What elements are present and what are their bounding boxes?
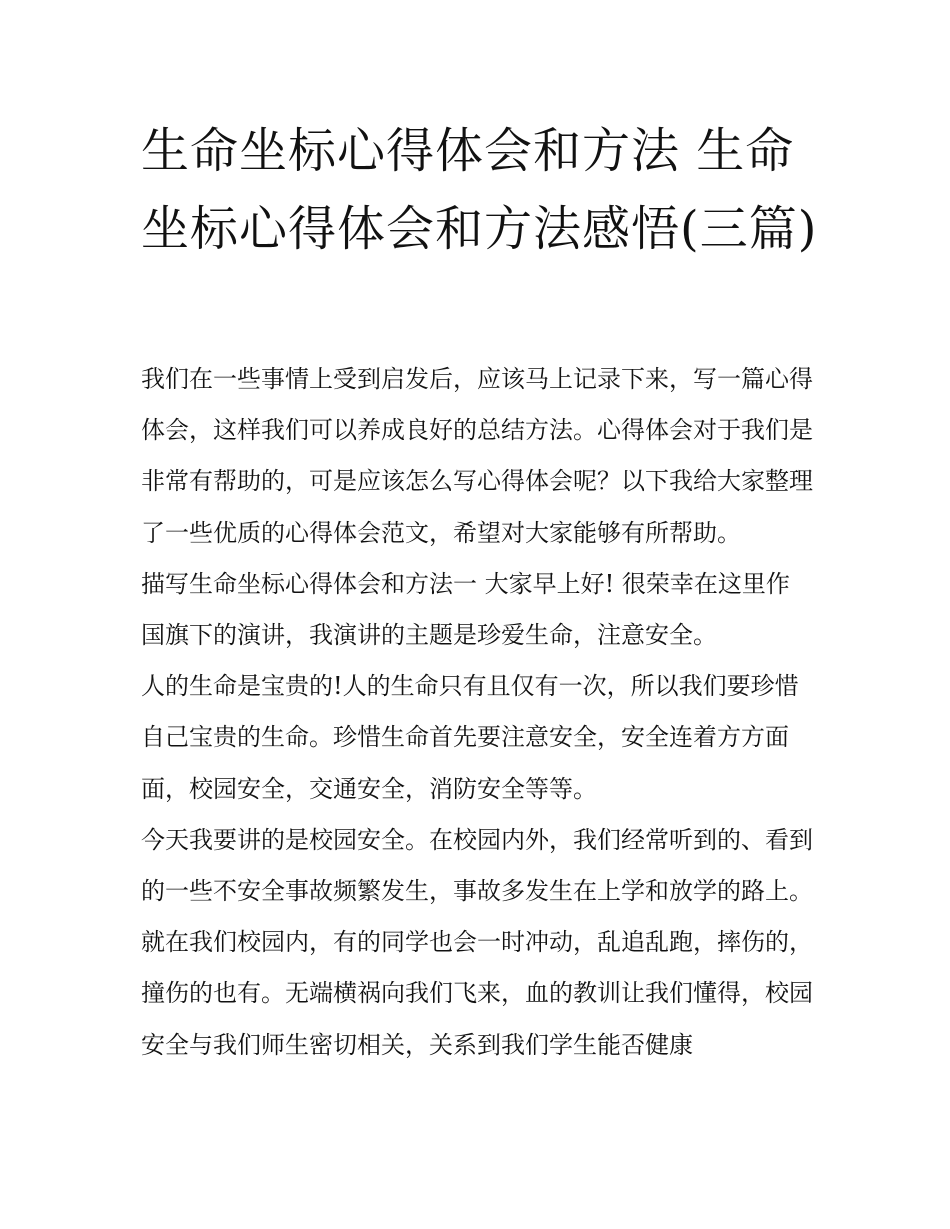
- document-body: [141, 354, 813, 1071]
- paragraph-life-precious: 人的生命是宝贵的!人的生命只有且仅有一次，所以我们要珍惜自己宝贵的生命。珍惜生命首先要注意安全，安全连着方方面面，校园安全，交通安全，消防安全等等。: [141, 672, 799, 803]
- paragraph-campus-safety: 今天我要讲的是校园安全。在校园内外，我们经常听到的、看到的一些不安全事故频繁发生，事故多发生在上学和放学的路上。就在我们校园内，有的同学也会一时冲动，乱追乱跑，摔伤的，撞伤的也有。无端横祸向我们飞来，血的教训让我们懂得，校园安全与我们师生密切相关，关系到我们学生能否健康: [141, 825, 813, 1059]
- document-title: 生命坐标心得体会和方法 生命坐标心得体会和方法感悟(三篇): [141, 123, 818, 257]
- paragraph-greeting: 描写生命坐标心得体会和方法一 大家早上好! 很荣幸在这里作国旗下的演讲，我演讲的主题是珍爱生命，注意安全。: [141, 569, 790, 650]
- paragraph-intro: 我们在一些事情上受到启发后，应该马上记录下来，写一篇心得体会，这样我们可以养成良好的总结方法。心得体会对于我们是非常有帮助的，可是应该怎么写心得体会呢？以下我给大家整理了一些优质的心得体会范文，希望对大家能够有所帮助。: [141, 365, 813, 547]
